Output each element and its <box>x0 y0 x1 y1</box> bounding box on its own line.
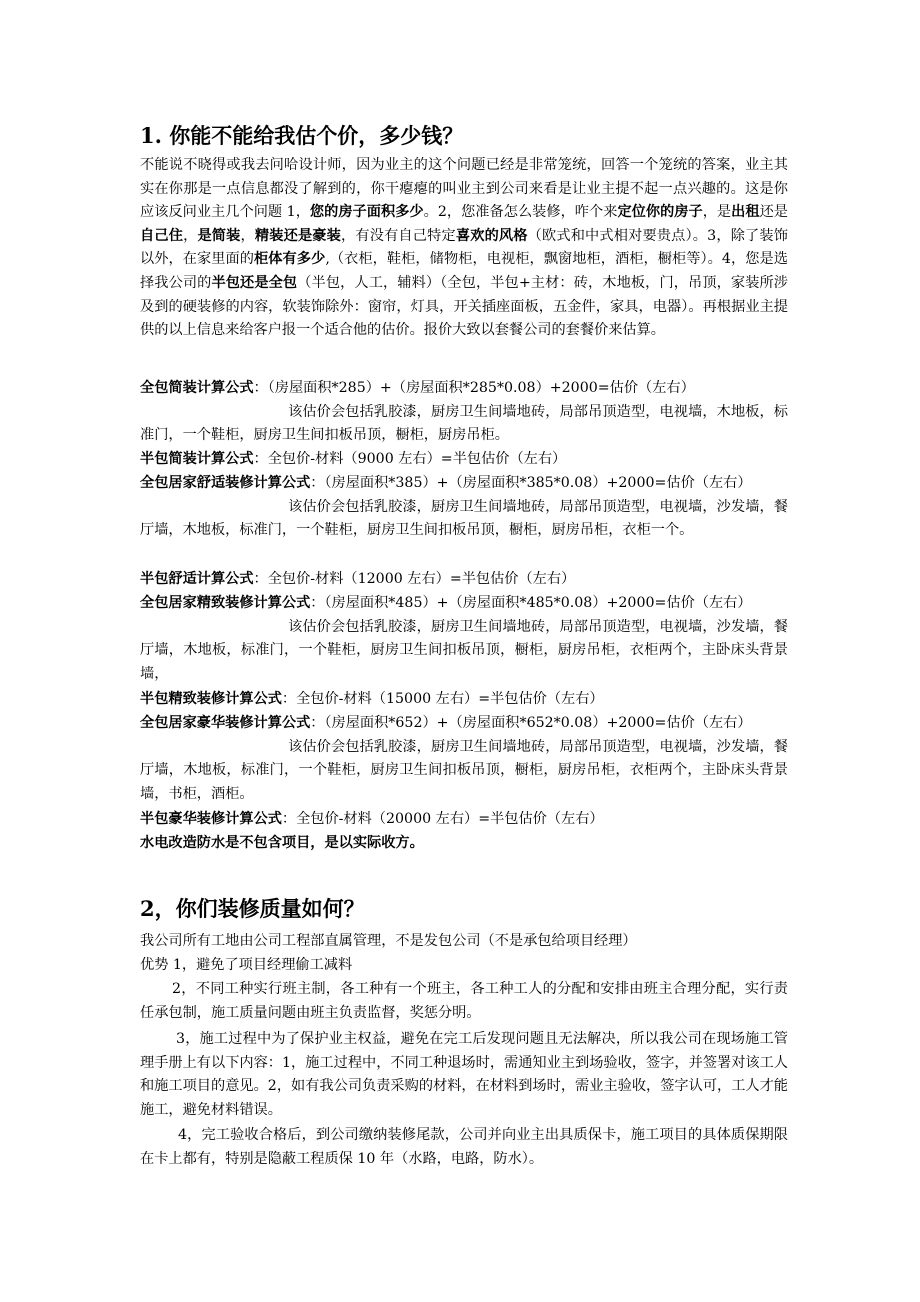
formula-text: ：（房屋面积*652）+（房屋面积*652*0.08）+2000=估价（左右） <box>310 715 752 731</box>
bold-run: 喜欢的风格 <box>455 227 528 244</box>
section-2-paragraph-1: 我公司所有工地由公司工程部直属管理，不是发包公司（不是承包给项目经理） <box>140 933 637 949</box>
formula-label: 半包简装计算公式 <box>140 451 254 467</box>
formula-text: ：（房屋面积*285）+（房屋面积*285*0.08）+2000=估价（左右） <box>253 380 695 396</box>
text-run: （半包，人工，辅料）（全包，半包+主材：砖，木地板，门，吊顶，家装所涉及到的硬装修的内容，软装饰除外：窗帘，灯具，开关插座面板，五金件，家具，电器）。再根据业主提供的以上信息来给客户报一个适合他的估价。报价大致以套餐公司的套餐价来估算。 <box>140 274 788 339</box>
formula-description: 该估价会包括乳胶漆，厨房卫生间墙地砖，局部吊顶造型，电视墙，沙发墙，餐厅墙，木地板，标准门，一个鞋柜，厨房卫生间扣板吊顶，橱柜，厨房吊柜，衣柜两个，主卧床头背景墙， <box>140 618 788 682</box>
text-run: ,（衣柜，鞋柜，储物柜，电视柜，飘窗地柜，酒柜，橱柜等）。4，您是选择我公司的 <box>140 251 788 291</box>
exclusion-note <box>140 832 788 856</box>
formula-1 <box>140 377 788 448</box>
text-run: ， <box>183 227 198 244</box>
section-1-paragraph <box>140 154 788 343</box>
formula-label: 半包精致装修计算公式 <box>140 691 282 707</box>
formula-4 <box>140 568 788 592</box>
formula-2 <box>140 448 788 472</box>
section-2-paragraph-5: 4，完工验收合格后，到公司缴纳装修尾款，公司并向业主出具质保卡，施工项目的具体质保期限在卡上都有，特别是隐蔽工程质保 10 年（水路，电路，防水）。 <box>140 1127 788 1167</box>
text-run: 还是 <box>759 204 788 221</box>
formula-text: ：全包价-材料（15000 左右）=半包估价（左右） <box>281 691 604 707</box>
bold-run: 是简装 <box>197 227 241 244</box>
formula-label: 全包居家豪华装修计算公式 <box>140 715 311 731</box>
bold-run: 半包还是全包 <box>211 274 298 291</box>
formula-text: ：（房屋面积*485）+（房屋面积*485*0.08）+2000=估价（左右） <box>310 595 752 611</box>
formula-label: 全包简装计算公式 <box>140 380 254 396</box>
formula-label: 全包居家舒适装修计算公式 <box>140 475 311 491</box>
section-2-paragraph-2: 优势 1，避免了项目经理偷工减料 <box>140 957 353 973</box>
bold-run: 柜体有多少 <box>254 251 326 268</box>
formula-description: 该估价会包括乳胶漆，厨房卫生间墙地砖，局部吊顶造型，电视墙，沙发墙，餐厅墙，木地板，标准门，一个鞋柜，厨房卫生间扣板吊顶，橱柜，厨房吊柜，衣柜两个，主卧床头背景墙，书柜，酒柜。 <box>140 738 788 802</box>
formula-text: ：全包价-材料（20000 左右）=半包估价（左右） <box>281 811 604 827</box>
formula-label: 半包舒适计算公式 <box>140 571 254 587</box>
formula-6 <box>140 688 788 712</box>
text-run: ，是 <box>702 204 732 221</box>
text-run: ， <box>240 227 255 244</box>
formula-text: ：全包价-材料（9000 左右）=半包估价（左右） <box>253 451 567 467</box>
text-run: 。2，您准备怎么装修，咋个来 <box>423 204 618 221</box>
bold-run: 您的房子面积多少 <box>309 204 424 221</box>
section-2-paragraph-3: 2，不同工种实行班主制，各工种有一个班主，各工种工人的分配和安排由班主合理分配，实行责任承包制，施工质量问题由班主负责监督，奖惩分明。 <box>140 981 788 1021</box>
text-run: 不能说不晓得或我去问哈设计师，因为业主的这个问题已经是非常笼统，回答一个笼统的答案，业主其实在你那是一点信息都没了解到的，你干瘪瘪的叫业主到公司来看是让业主提不起一点兴趣的。这是你应该反问业主几个问题 1， <box>140 157 788 221</box>
text-run: ，有没有自己特定 <box>341 227 456 244</box>
bold-run: 自己住 <box>140 227 184 244</box>
section-1-title: 1. 你能不能给我估个价，多少钱？ <box>140 123 464 148</box>
section-2-title: 2，你们装修质量如何？ <box>140 896 365 921</box>
formula-description: 该估价会包括乳胶漆，厨房卫生间墙地砖，局部吊顶造型，电视墙，木地板，标准门，一个鞋柜，厨房卫生间扣板吊顶，橱柜，厨房吊柜。 <box>140 403 788 444</box>
bold-run: 出租 <box>731 204 760 221</box>
formula-label: 半包豪华装修计算公式 <box>140 811 282 827</box>
text-run: （欧式和中式相对要贵点）。3，除了装饰以外，在家里面的 <box>140 227 788 268</box>
note-text: 水电改造防水是不包含项目，是以实际收方。 <box>140 835 424 851</box>
bold-run: 定位你的房子 <box>617 204 703 221</box>
formula-text: ：全包价-材料（12000 左右）=半包估价（左右） <box>253 571 576 587</box>
section-2-paragraph-4: 3，施工过程中为了保护业主权益，避免在完工后发现问题且无法解决，所以我公司在现场施工管理手册上有以下内容：1，施工过程中，不同工种退场时，需通知业主到场验收，签字，并签署对该工人和施工项目的意见。2，如有我公司负责采购的材料，在材料到场时，需业主验收，签字认可，工人才能施工，避免材料错误。 <box>140 1031 788 1118</box>
formula-8 <box>140 808 788 832</box>
bold-run: 精装还是豪装 <box>254 227 342 244</box>
formula-label: 全包居家精致装修计算公式 <box>140 595 311 611</box>
formula-7 <box>140 712 788 806</box>
formula-3 <box>140 472 788 543</box>
formula-text: ：（房屋面积*385）+（房屋面积*385*0.08）+2000=估价（左右） <box>310 475 752 491</box>
formula-description: 该估价会包括乳胶漆，厨房卫生间墙地砖，局部吊顶造型，电视墙，沙发墙，餐厅墙，木地板，标准门，一个鞋柜，厨房卫生间扣板吊顶，橱柜，厨房吊柜，衣柜一个。 <box>140 498 788 539</box>
formula-5 <box>140 592 788 686</box>
